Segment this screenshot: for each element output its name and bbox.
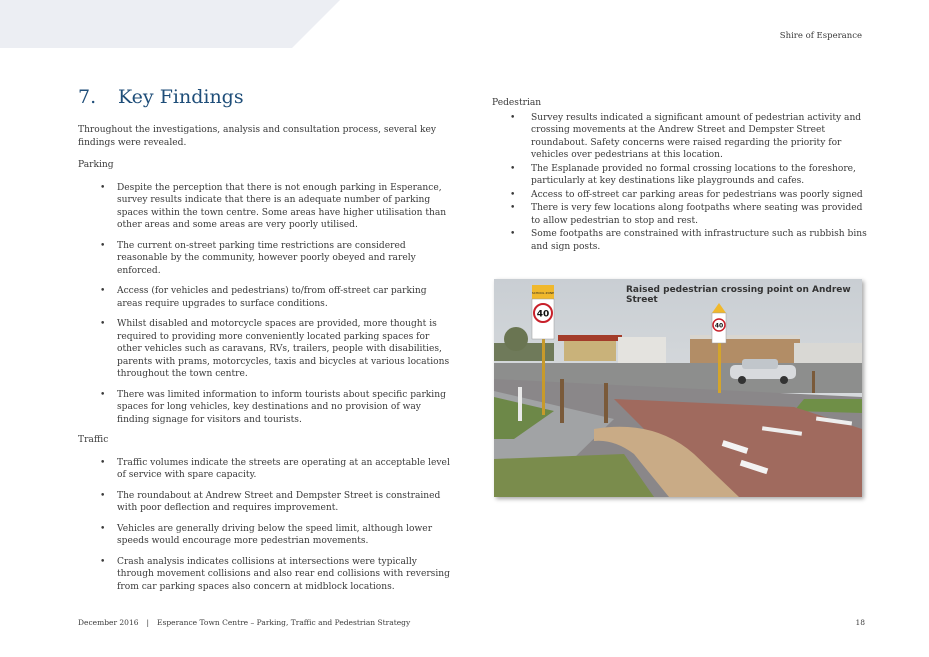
list-item: • Despite the perception that there is not enough parking in Esperance, survey results indicate that there is an adequate number of parking spaces within the town centre. Some areas have higher utilisation than other areas and some areas are very poorly utilised. xyxy=(78,182,454,232)
parking-title: Parking xyxy=(78,160,114,170)
list-item: • The roundabout at Andrew Street and Dempster Street is constrained with poor deflection and requires improvement. xyxy=(78,490,454,515)
list-item: • The current on-street parking time restrictions are considered reasonable by the community, however poorly obeyed and rarely enforced. xyxy=(78,240,454,278)
header-decoration xyxy=(0,0,340,48)
school-zone-label: SCHOOL ZONE xyxy=(531,291,555,295)
photo-illustration xyxy=(494,279,862,497)
list-item: • There is very few locations along footpaths where seating was provided to allow pedestrian to stop and rest. xyxy=(492,202,868,227)
list-item: • There was limited information to inform tourists about specific parking spaces for long vehicles, key destinations and no provision of way finding signage for visitors and tourists. xyxy=(78,389,454,427)
page-number: 18 xyxy=(855,618,865,627)
list-item: • Crash analysis indicates collisions at intersections were typically through movement collisions and also rear end collisions with reversing from car parking spaces also concern at midblock locations. xyxy=(78,556,454,594)
speed-sign-value-2: 40 xyxy=(714,322,724,330)
footer xyxy=(78,618,410,627)
list-item: • Some footpaths are constrained with infrastructure such as rubbish bins and sign posts. xyxy=(492,228,868,253)
footer-document-title: Esperance Town Centre – Parking, Traffic and Pedestrian Strategy xyxy=(157,618,411,627)
speed-sign-value: 40 xyxy=(536,309,550,320)
list-item: • Traffic volumes indicate the streets are operating at an acceptable level of service with spare capacity. xyxy=(78,457,454,482)
list-item: • Survey results indicated a significant amount of pedestrian activity and crossing movements at the Andrew Street and Dempster Street roundabout. Safety concerns were raised regarding the priority for vehicles over pedestrians at this location. xyxy=(492,112,868,162)
traffic-title: Traffic xyxy=(78,435,109,445)
right-column xyxy=(492,97,868,259)
list-item: • Access to off-street car parking areas for pedestrians was poorly signed xyxy=(492,189,868,202)
section-title: Key Findings xyxy=(118,86,244,108)
left-column xyxy=(78,124,454,601)
traffic-list xyxy=(78,457,454,594)
list-item: • Whilst disabled and motorcycle spaces are provided, more thought is required to providing more conveniently located parking spaces for other vehicles such as caravans, RVs, trailers, people with disabilities, parents with prams, motorcycles, taxis and bicycles at various locations throughout the town centre. xyxy=(78,318,454,381)
section-heading xyxy=(78,86,244,108)
intro-paragraph: Throughout the investigations, analysis and consultation process, several key findings were revealed. xyxy=(78,125,437,148)
list-item: • Access (for vehicles and pedestrians) to/from off-street car parking areas require upgrades to surface conditions. xyxy=(78,285,454,310)
parking-list xyxy=(78,182,454,427)
footer-date: December 2016 xyxy=(78,618,139,627)
footer-separator: | xyxy=(146,618,150,627)
section-number: 7. xyxy=(78,86,97,108)
list-item: • Vehicles are generally driving below the speed limit, although lower speeds would encourage more pedestrian movements. xyxy=(78,523,454,548)
photo-caption: Raised pedestrian crossing point on Andrew Street xyxy=(626,285,851,305)
pedestrian-title: Pedestrian xyxy=(492,98,542,108)
pedestrian-list xyxy=(492,112,868,254)
list-item: • The Esplanade provided no formal crossing locations to the foreshore, particularly at key destinations like playgrounds and cafes. xyxy=(492,163,868,188)
street-photo xyxy=(494,279,862,497)
organization-name: Shire of Esperance xyxy=(779,31,862,41)
